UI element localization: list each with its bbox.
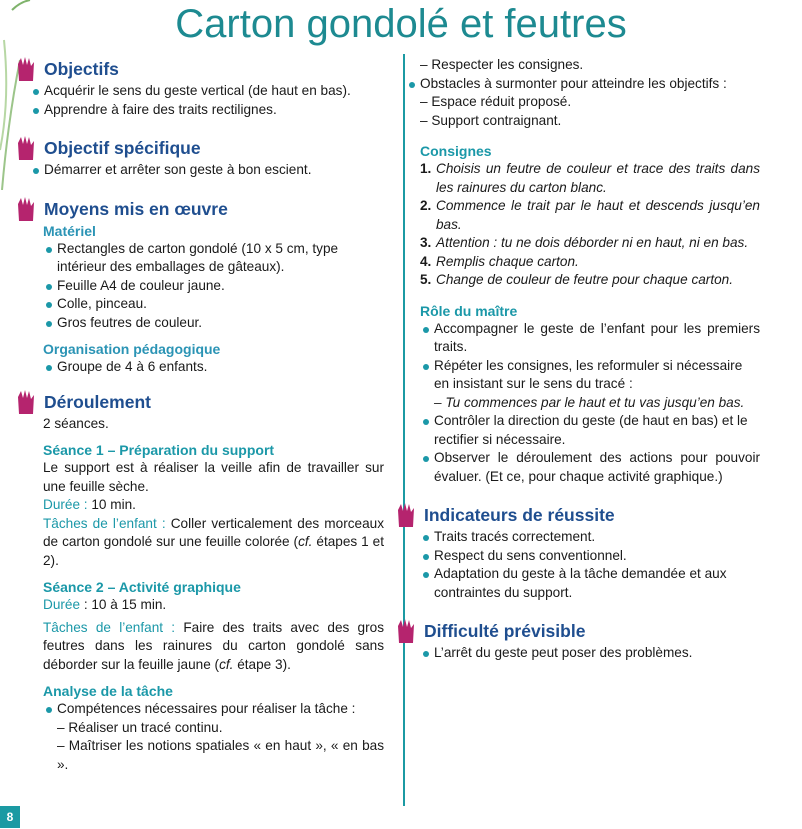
- consigne-number: 4.: [420, 253, 432, 269]
- taches-text: Coller verticalement des morceaux de carton gondolé sur une feuille colorée (: [43, 515, 384, 549]
- consigne-text: Change de couleur de feutre pour chaque carton.: [436, 272, 734, 287]
- list-item: Observer le déroulement des actions pour pouvoir évaluer. (Et ce, pour chaque activité graphique.): [420, 449, 760, 486]
- section-heading: Objectifs: [44, 59, 119, 79]
- consigne-text: Remplis chaque carton.: [436, 253, 579, 269]
- dash-item: – Respecter les consignes.: [420, 57, 584, 72]
- seance1-taches: [43, 515, 384, 571]
- section-objectifs-header: [14, 56, 384, 82]
- section-heading: Objectif spécifique: [44, 138, 201, 158]
- section-heading: Moyens mis en œuvre: [44, 198, 228, 219]
- taches-end: étape 3).: [233, 656, 291, 672]
- seance1-heading: Séance 1 – Préparation du support: [43, 442, 275, 458]
- hand-badge-icon: [394, 502, 418, 528]
- role-heading: Rôle du maître: [420, 302, 518, 319]
- column-divider: [403, 54, 405, 806]
- consigne-number: 3.: [420, 235, 432, 250]
- quote-item: – Tu commences par le haut et tu vas jusqu’en bas.: [434, 394, 745, 410]
- consigne-text: Commence le trait par le haut et descends jusqu’en bas.: [436, 198, 760, 232]
- list-item: Rectangles de carton gondolé (10 x 5 cm, type intérieur des emballages de gâteaux).: [43, 240, 384, 277]
- consigne-item: [420, 234, 760, 253]
- taches-end: étapes 1 et 2).: [43, 534, 384, 568]
- consigne-item: [420, 160, 760, 197]
- subheading-materiel: Matériel: [43, 222, 96, 239]
- list-item: Obstacles à surmonter pour atteindre les objectifs :: [406, 75, 760, 94]
- seance2-heading: Séance 2 – Activité graphique: [43, 579, 241, 595]
- consigne-text: Attention : tu ne dois déborder ni en haut, ni en bas.: [436, 235, 749, 250]
- list-item: Apprendre à faire des traits rectilignes.: [30, 101, 384, 120]
- page-number: 8: [0, 806, 20, 828]
- consigne-text: Choisis un feutre de couleur et trace des traits dans les rainures du carton blanc.: [436, 161, 760, 195]
- taches-label: Tâches de l’enfant :: [43, 515, 166, 531]
- section-objectif-specifique-header: [14, 135, 384, 161]
- consigne-item: [420, 271, 760, 290]
- section-moyens-header: [14, 196, 384, 222]
- section-difficulte-header: [394, 618, 760, 644]
- hand-badge-icon: [14, 135, 38, 161]
- sessions-count: 2 séances.: [43, 415, 109, 431]
- seance1-text: Le support est à réaliser la veille afin de travailler sur une feuille sèche.: [43, 460, 384, 494]
- dash-item: – Maîtriser les notions spatiales « en haut », « en bas ».: [57, 738, 384, 772]
- list-item: L’arrêt du geste peut poser des problèmes.: [420, 644, 760, 663]
- seance1-duree: [43, 496, 384, 515]
- duree-label: Durée :: [43, 497, 88, 512]
- list-item: Feuille A4 de couleur jaune.: [43, 277, 384, 296]
- consignes-heading: Consignes: [420, 143, 492, 159]
- dash-item: – Support contraignant.: [420, 112, 562, 128]
- duree-value: : 10 à 15 min.: [83, 597, 167, 612]
- consigne-number: 5.: [420, 272, 432, 287]
- hand-badge-icon: [14, 389, 38, 415]
- seance2-duree: [43, 596, 384, 615]
- list-item: Acquérir le sens du geste vertical (de haut en bas).: [30, 82, 384, 101]
- consigne-number: 2.: [420, 198, 432, 213]
- section-heading: Déroulement: [44, 391, 151, 412]
- dash-item: – Réaliser un tracé continu.: [57, 719, 223, 735]
- list-item: Groupe de 4 à 6 enfants.: [43, 358, 384, 377]
- section-indicateurs-header: [394, 502, 760, 528]
- left-column: [14, 56, 384, 774]
- list-item: Répéter les consignes, les reformuler si nécessaire en insistant sur le sens du tracé :: [420, 357, 760, 394]
- list-item: Respect du sens conventionnel.: [420, 547, 760, 566]
- section-heading: Indicateurs de réussite: [424, 505, 615, 525]
- dash-item: – Espace réduit proposé.: [420, 94, 572, 109]
- subheading-organisation: Organisation pédagogique: [43, 341, 221, 357]
- list-item: Traits tracés correctement.: [420, 528, 760, 547]
- cf-text: cf.: [298, 534, 313, 549]
- consigne-item: [420, 253, 760, 272]
- seance2-taches: [43, 619, 384, 675]
- consigne-number: 1.: [420, 161, 432, 176]
- list-item: Démarrer et arrêter son geste à bon escient.: [30, 161, 384, 180]
- taches-text: Faire des traits avec des gros feutres dans les rainures du carton gondolé sans déborder sur la feuille jaune (: [43, 619, 385, 672]
- list-item: Colle, pinceau.: [43, 295, 384, 314]
- hand-badge-icon: [394, 618, 418, 644]
- duree-label: Durée: [43, 597, 81, 612]
- section-heading: Difficulté prévisible: [424, 621, 586, 641]
- section-deroulement-header: [14, 389, 384, 415]
- consigne-item: [420, 197, 760, 234]
- list-item: Contrôler la direction du geste (de haut en bas) et le rectifier si nécessaire.: [420, 412, 760, 449]
- cf-text: cf.: [219, 656, 234, 672]
- list-item: Accompagner le geste de l’enfant pour les premiers traits.: [420, 320, 760, 357]
- list-item: Adaptation du geste à la tâche demandée et aux contraintes du support.: [420, 565, 760, 602]
- page-title: Carton gondolé et feutres: [175, 2, 627, 46]
- analyse-heading: Analyse de la tâche: [43, 683, 173, 699]
- list-item: Compétences nécessaires pour réaliser la tâche :: [43, 700, 384, 719]
- duree-value: 10 min.: [91, 497, 136, 512]
- list-item: Gros feutres de couleur.: [43, 314, 384, 333]
- hand-badge-icon: [14, 196, 38, 222]
- right-column: [420, 56, 760, 663]
- hand-badge-icon: [14, 56, 38, 82]
- taches-label: Tâches de l’enfant :: [43, 619, 176, 635]
